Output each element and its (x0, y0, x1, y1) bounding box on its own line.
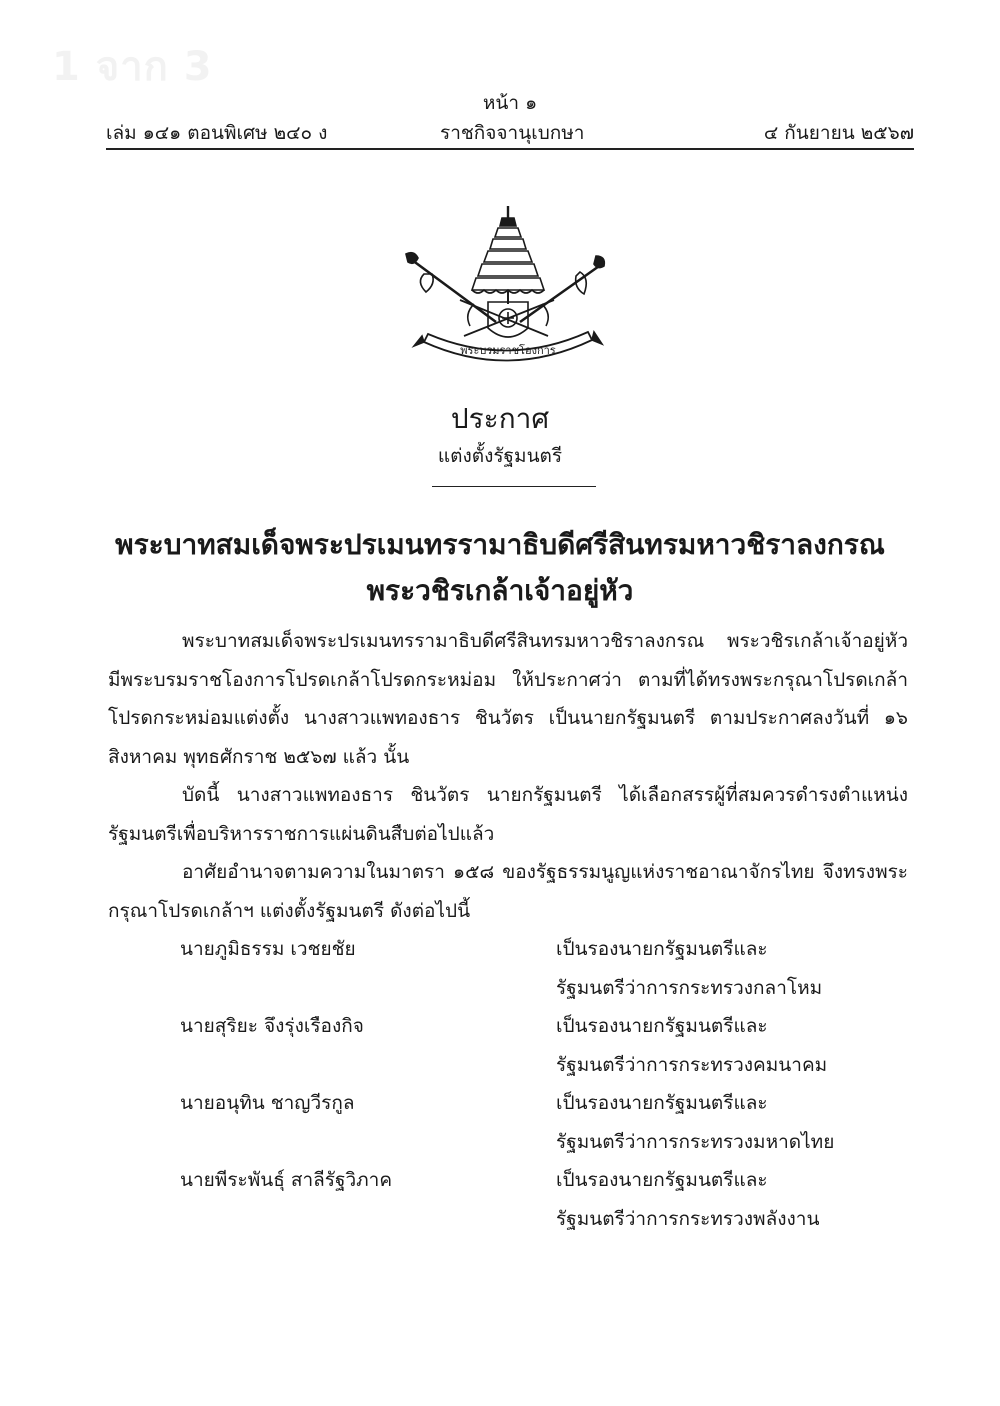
role-line: เป็นรองนายกรัฐมนตรีและ (556, 938, 768, 960)
appointee-role (556, 930, 822, 1007)
emblem-ribbon-text: พระบรมราชโองการ (460, 344, 556, 357)
page-number: หน้า ๑ (482, 92, 538, 114)
title-divider (432, 486, 596, 487)
role-line: เป็นรองนายกรัฐมนตรีและ (556, 1092, 768, 1114)
king-name-line2: พระวชิรเกล้าเจ้าอยู่หัว (366, 574, 634, 607)
king-name-heading (0, 522, 1000, 614)
volume-info: เล่ม ๑๔๑ ตอนพิเศษ ๒๔๐ ง (106, 122, 328, 144)
appointment-list (180, 930, 900, 1238)
document-title: ประกาศ (450, 402, 550, 435)
paragraph: อาศัยอำนาจตามความในมาตรา ๑๕๘ ของรัฐธรรมนูญแห่งราชอาณาจักรไทย จึงทรงพระกรุณาโปรดเกล้าฯ แต่งตั้งรัฐมนตรี ดังต่อไปนี้ (108, 861, 908, 922)
appointee-role (556, 1084, 834, 1161)
page-indicator: 1 จาก 3 (52, 44, 213, 90)
document-title-block (0, 398, 1000, 472)
appointee-role (556, 1161, 819, 1238)
publication-name: ราชกิจจานุเบกษา (440, 122, 585, 144)
appointee-name: นายภูมิธรรม เวชยชัย (180, 938, 356, 960)
gazette-header (106, 88, 914, 150)
role-line: รัฐมนตรีว่าการกระทรวงพลังงาน (556, 1207, 820, 1230)
appointment-item (180, 1007, 900, 1084)
role-line: รัฐมนตรีว่าการกระทรวงกลาโหม (556, 976, 823, 999)
role-line: เป็นรองนายกรัฐมนตรีและ (556, 1015, 768, 1037)
appointee-name: นายสุริยะ จึงรุ่งเรืองกิจ (180, 1015, 364, 1037)
royal-emblem-icon (404, 204, 608, 370)
king-name-line1: พระบาทสมเด็จพระปรเมนทรรามาธิบดีศรีสินทรมหาวชิราลงกรณ (115, 528, 885, 561)
appointment-item (180, 930, 900, 1007)
role-line: เป็นรองนายกรัฐมนตรีและ (556, 1169, 768, 1191)
publication-date: ๔ กันยายน ๒๕๖๗ (763, 122, 914, 144)
paragraph: บัดนี้ นางสาวแพทองธาร ชินวัตร นายกรัฐมนตรี ได้เลือกสรรผู้ที่สมควรดำรงตำแหน่งรัฐมนตรีเพื่อบริหารราชการแผ่นดินสืบต่อไปแล้ว (108, 784, 908, 845)
header-meta-row (106, 118, 914, 150)
appointee-name: นายอนุทิน ชาญวีรกูล (180, 1092, 355, 1114)
appointment-item (180, 1084, 900, 1161)
appointment-item (180, 1161, 900, 1238)
role-line: รัฐมนตรีว่าการกระทรวงมหาดไทย (556, 1130, 835, 1153)
role-line: รัฐมนตรีว่าการกระทรวงคมนาคม (556, 1053, 828, 1076)
announcement-body (108, 622, 908, 930)
appointee-name: นายพีระพันธุ์ สาลีรัฐวิภาค (180, 1169, 393, 1191)
document-subtitle: แต่งตั้งรัฐมนตรี (437, 445, 563, 467)
paragraph: พระบาทสมเด็จพระปรเมนทรรามาธิบดีศรีสินทรมหาวชิราลงกรณ พระวชิรเกล้าเจ้าอยู่หัว มีพระบรมราชโองการโปรดเกล้าโปรดกระหม่อม ให้ประกาศว่า ตามที่ได้ทรงพระกรุณาโปรดเกล้าโปรดกระหม่อมแต่งตั้ง นางสาวแพทองธาร ชินวัตร เป็นนายกรัฐมนตรี ตามประกาศลงวันที่ ๑๖ สิงหาคม พุทธศักราช ๒๕๖๗ แล้ว นั้น (108, 630, 908, 768)
appointee-role (556, 1007, 827, 1084)
